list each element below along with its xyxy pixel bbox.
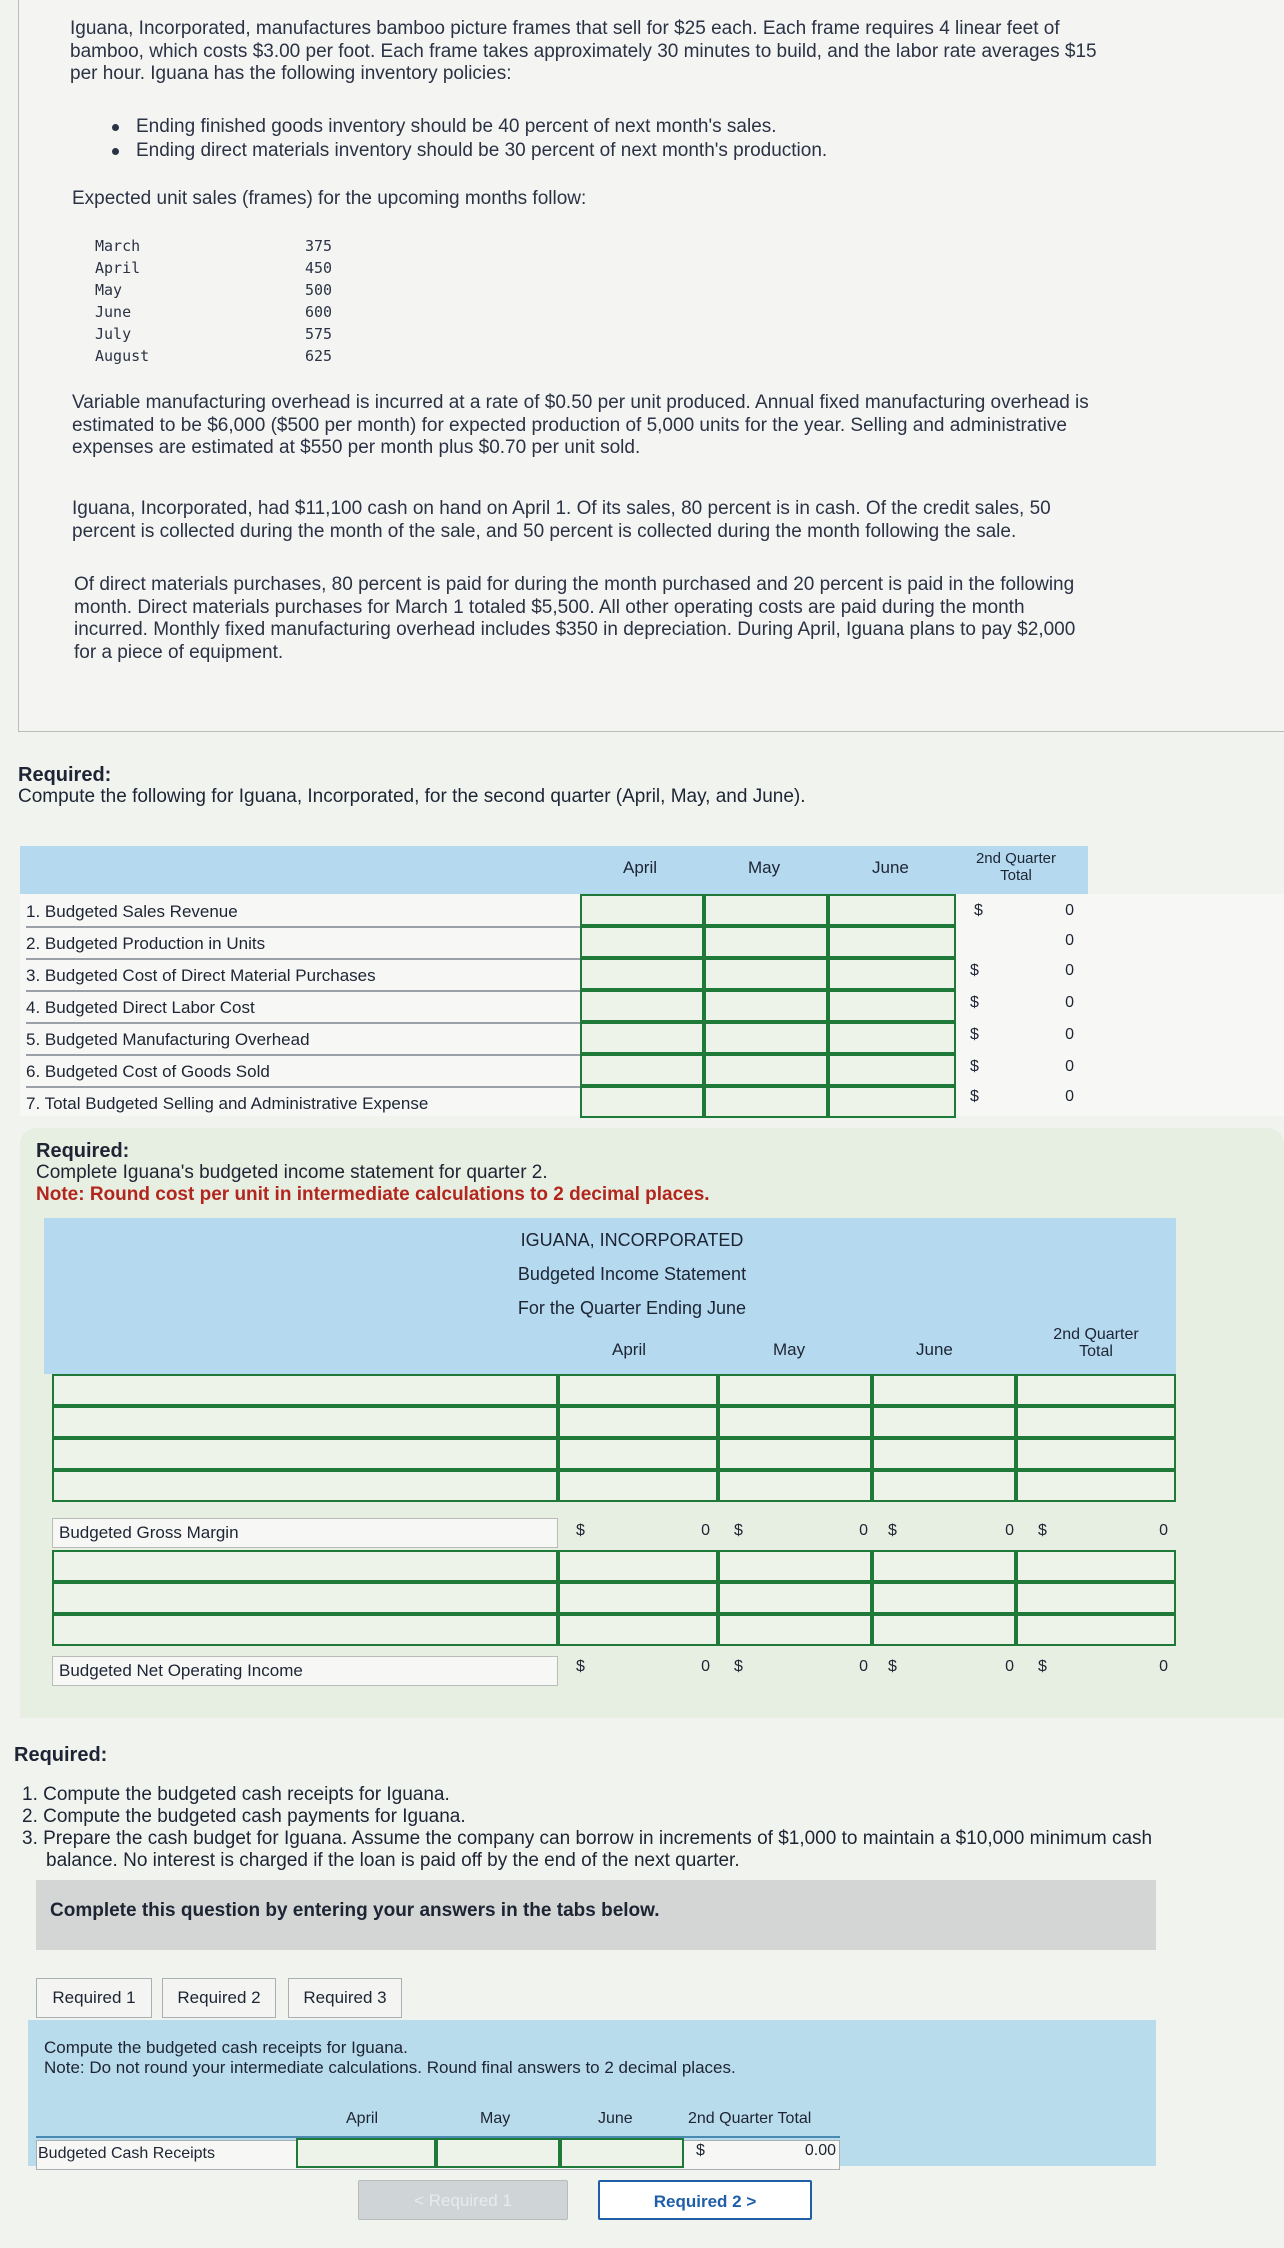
income-input-april[interactable]	[558, 1614, 718, 1646]
bullet-icon	[112, 124, 119, 131]
required-text: Compute the following for Iguana, Incorporated, for the second quarter (April, May, and June).	[18, 786, 806, 807]
sales-units: 600	[305, 303, 333, 321]
row-manufacturing-overhead: 5. Budgeted Manufacturing Overhead	[26, 1030, 310, 1049]
cash-paragraph: Iguana, Incorporated, had $11,100 cash on hand on April 1. Of its sales, 80 percent is in cash. Of the credit sales, 50 percent is collected during the month of the sale, and 50 percent is collected during the month following the sale.	[72, 498, 1051, 542]
income-input-total[interactable]	[1016, 1614, 1176, 1646]
budget-input-june[interactable]	[828, 958, 956, 990]
inventory-policy-1: Ending finished goods inventory should be 40 percent of next month's sales.	[136, 116, 777, 138]
cash-receipts-may-input[interactable]	[436, 2138, 560, 2168]
total-sales-revenue: 0	[1065, 902, 1074, 919]
income-input-total[interactable]	[1016, 1438, 1176, 1470]
row-direct-labor: 4. Budgeted Direct Labor Cost	[26, 998, 255, 1017]
total-direct-labor: 0	[1065, 994, 1074, 1011]
income-input-april[interactable]	[558, 1582, 718, 1614]
row-material-purchases: 3. Budgeted Cost of Direct Material Purchases	[26, 966, 376, 985]
dollar-sign: $	[696, 2142, 705, 2159]
income-label-input[interactable]	[52, 1438, 558, 1470]
sales-month: July	[95, 325, 132, 343]
total-cost-goods-sold: 0	[1065, 1058, 1074, 1075]
cash-receipts-june-input[interactable]	[560, 2138, 684, 2168]
income-input-june[interactable]	[872, 1470, 1016, 1502]
col-quarter-total: 2nd Quarter Total	[1053, 1326, 1139, 1360]
dollar-sign: $	[970, 1058, 979, 1075]
budget-input-april[interactable]	[580, 958, 704, 990]
sales-month: April	[95, 259, 141, 277]
sales-month: August	[95, 347, 150, 365]
budget-input-june[interactable]	[828, 1054, 956, 1086]
budget-input-may[interactable]	[704, 1086, 828, 1118]
income-label-input[interactable]	[52, 1582, 558, 1614]
income-label-input[interactable]	[52, 1406, 558, 1438]
sales-units: 450	[305, 259, 333, 277]
tab-required-3[interactable]: Required 3	[288, 1978, 402, 2018]
income-input-april[interactable]	[558, 1550, 718, 1582]
income-label-input[interactable]	[52, 1374, 558, 1406]
cash-instruction: Compute the budgeted cash receipts for Iguana.	[44, 2038, 408, 2057]
income-input-may[interactable]	[718, 1470, 872, 1502]
income-input-may[interactable]	[718, 1406, 872, 1438]
col-june: June	[872, 858, 909, 877]
dollar-sign: $	[970, 962, 979, 979]
col-may: May	[748, 858, 781, 877]
cash-receipts-april-input[interactable]	[296, 2138, 436, 2168]
col-may: May	[480, 2110, 511, 2127]
gross-margin-may: 0	[859, 1522, 868, 1539]
sales-units: 500	[305, 281, 333, 299]
row-sales-revenue: 1. Budgeted Sales Revenue	[26, 902, 238, 921]
budget-input-may[interactable]	[704, 958, 828, 990]
income-input-may[interactable]	[718, 1614, 872, 1646]
gross-margin-label: Budgeted Gross Margin	[52, 1518, 558, 1548]
income-input-total[interactable]	[1016, 1470, 1176, 1502]
dollar-sign: $	[734, 1658, 743, 1675]
tab-required-1[interactable]: Required 1	[36, 1978, 152, 2018]
gross-margin-april: 0	[701, 1522, 710, 1539]
income-input-may[interactable]	[718, 1374, 872, 1406]
cash-note: Note: Do not round your intermediate calculations. Round final answers to 2 decimal places.	[44, 2058, 736, 2077]
budget-input-june[interactable]	[828, 894, 956, 926]
chevron-right-icon: >	[746, 2192, 757, 2211]
budget-input-june[interactable]	[828, 990, 956, 1022]
col-april: April	[346, 2110, 379, 2127]
instruction-banner-text: Complete this question by entering your answers in the tabs below.	[50, 1900, 660, 1921]
sales-units: 375	[305, 237, 333, 255]
dollar-sign: $	[888, 1522, 897, 1539]
required-heading: Required:	[14, 1744, 108, 1766]
gross-margin-total: 0	[1159, 1522, 1168, 1539]
income-input-total[interactable]	[1016, 1550, 1176, 1582]
tab-required-2[interactable]: Required 2	[162, 1978, 276, 2018]
dollar-sign: $	[888, 1658, 897, 1675]
col-june: June	[598, 2110, 633, 2127]
required-text: Complete Iguana's budgeted income statement for quarter 2.	[36, 1162, 548, 1183]
required-heading: Required:	[18, 764, 112, 786]
col-april: April	[612, 1340, 647, 1359]
col-quarter-total: 2nd Quarter Total	[688, 2110, 812, 2127]
income-input-april[interactable]	[558, 1438, 718, 1470]
income-input-total[interactable]	[1016, 1374, 1176, 1406]
net-income-total: 0	[1159, 1658, 1168, 1675]
budget-input-june[interactable]	[828, 926, 956, 958]
dollar-sign: $	[970, 1026, 979, 1043]
total-material-purchases: 0	[1065, 962, 1074, 979]
budget-input-may[interactable]	[704, 990, 828, 1022]
budget-input-april[interactable]	[580, 1054, 704, 1086]
sales-units: 625	[305, 347, 333, 365]
income-input-may[interactable]	[718, 1582, 872, 1614]
budget-input-april[interactable]	[580, 926, 704, 958]
dollar-sign: $	[734, 1522, 743, 1539]
budget-table-header	[20, 846, 1088, 894]
income-input-april[interactable]	[558, 1406, 718, 1438]
budget-input-june[interactable]	[828, 1086, 956, 1118]
total-selling-admin: 0	[1065, 1088, 1074, 1105]
income-input-june[interactable]	[872, 1374, 1016, 1406]
company-name: IGUANA, INCORPORATED	[520, 1230, 744, 1250]
income-input-april[interactable]	[558, 1470, 718, 1502]
col-quarter-total: 2nd Quarter Total	[975, 850, 1057, 884]
income-input-june[interactable]	[872, 1438, 1016, 1470]
purchases-paragraph: Of direct materials purchases, 80 percent is paid for during the month purchased and 20 percent is paid in the following month. Direct materials purchases for March 1 totaled $5,500. All other operating costs are paid during the month incurred. Monthly fixed manufacturing overhead includes $350 in depreciation. During April, Iguana plans to pay $2,000 for a piece of equipment.	[74, 574, 1076, 663]
budget-input-april[interactable]	[580, 990, 704, 1022]
gross-margin-june: 0	[1005, 1522, 1014, 1539]
col-june: June	[916, 1340, 953, 1359]
cash-receipts-total: 0.00	[804, 2142, 836, 2159]
income-label-input[interactable]	[52, 1550, 558, 1582]
row-cost-goods-sold: 6. Budgeted Cost of Goods Sold	[26, 1062, 270, 1081]
income-input-june[interactable]	[872, 1550, 1016, 1582]
sales-month: March	[95, 237, 141, 255]
required-list: 1. Compute the budgeted cash receipts for Iguana. 2. Compute the budgeted cash payments for Iguana. 3. Prepare the cash budget for Iguana. Assume the company can borrow in increments of $1,000 to maintain a $10,000 minimum cash balance. No interest is charged if the loan is paid off by the end of the next quarter.	[22, 1784, 1153, 1871]
sales-month: May	[95, 281, 123, 299]
problem-intro: Iguana, Incorporated, manufactures bamboo picture frames that sell for $25 each. Each frame requires 4 linear feet of bamboo, which costs $3.00 per foot. Each frame takes approximately 30 minutes to build, and the labor rate averages $15 per hour. Iguana has the following inventory policies:	[70, 18, 1097, 84]
budget-input-april[interactable]	[580, 894, 704, 926]
cash-receipts-label: Budgeted Cash Receipts	[38, 2145, 215, 2162]
total-production-units: 0	[1065, 932, 1074, 949]
budget-input-may[interactable]	[704, 926, 828, 958]
income-input-june[interactable]	[872, 1614, 1016, 1646]
income-label-input[interactable]	[52, 1470, 558, 1502]
row-production-units: 2. Budgeted Production in Units	[26, 934, 266, 953]
net-income-june: 0	[1005, 1658, 1014, 1675]
income-input-april[interactable]	[558, 1374, 718, 1406]
statement-title: Budgeted Income Statement	[517, 1264, 747, 1284]
rounding-note: Note: Round cost per unit in intermediate calculations to 2 decimal places.	[36, 1184, 710, 1205]
bullet-icon	[112, 148, 119, 155]
sales-month: June	[95, 303, 132, 321]
col-april: April	[623, 858, 658, 877]
budget-input-april[interactable]	[580, 1086, 704, 1118]
total-manufacturing-overhead: 0	[1065, 1026, 1074, 1043]
budget-input-june[interactable]	[828, 1022, 956, 1054]
budget-input-may[interactable]	[704, 1022, 828, 1054]
net-income-april: 0	[701, 1658, 710, 1675]
income-label-input[interactable]	[52, 1614, 558, 1646]
dollar-sign: $	[970, 994, 979, 1011]
chevron-left-icon: <	[414, 2191, 425, 2210]
statement-period: For the Quarter Ending June	[517, 1298, 747, 1318]
dollar-sign: $	[1038, 1658, 1047, 1675]
net-income-may: 0	[859, 1658, 868, 1675]
income-input-total[interactable]	[1016, 1406, 1176, 1438]
sales-units: 575	[305, 325, 333, 343]
dollar-sign: $	[1038, 1522, 1047, 1539]
budget-input-may[interactable]	[704, 894, 828, 926]
income-input-june[interactable]	[872, 1406, 1016, 1438]
row-selling-admin: 7. Total Budgeted Selling and Administrative Expense	[26, 1094, 429, 1113]
income-input-may[interactable]	[718, 1550, 872, 1582]
dollar-sign: $	[576, 1522, 585, 1539]
budget-input-april[interactable]	[580, 1022, 704, 1054]
required-heading: Required:	[36, 1140, 130, 1162]
prev-required-button[interactable]: < Required 1	[358, 2180, 568, 2220]
overhead-paragraph: Variable manufacturing overhead is incurred at a rate of $0.50 per unit produced. Annual fixed manufacturing overhead is estimated to be $6,000 ($500 per month) for expected production of 5,000 units for the year. Selling and administrative expenses are estimated at $550 per month plus $0.70 per unit sold.	[72, 392, 1089, 458]
income-input-may[interactable]	[718, 1438, 872, 1470]
income-input-june[interactable]	[872, 1582, 1016, 1614]
net-income-label: Budgeted Net Operating Income	[52, 1656, 558, 1686]
inventory-policy-2: Ending direct materials inventory should be 30 percent of next month's production.	[136, 140, 827, 162]
dollar-sign: $	[576, 1658, 585, 1675]
expected-sales-intro: Expected unit sales (frames) for the upcoming months follow:	[72, 188, 587, 209]
income-input-total[interactable]	[1016, 1582, 1176, 1614]
dollar-sign: $	[970, 1088, 979, 1105]
budget-input-may[interactable]	[704, 1054, 828, 1086]
col-may: May	[773, 1340, 806, 1359]
dollar-sign: $	[974, 902, 983, 919]
next-required-button[interactable]: Required 2 >	[598, 2180, 812, 2220]
